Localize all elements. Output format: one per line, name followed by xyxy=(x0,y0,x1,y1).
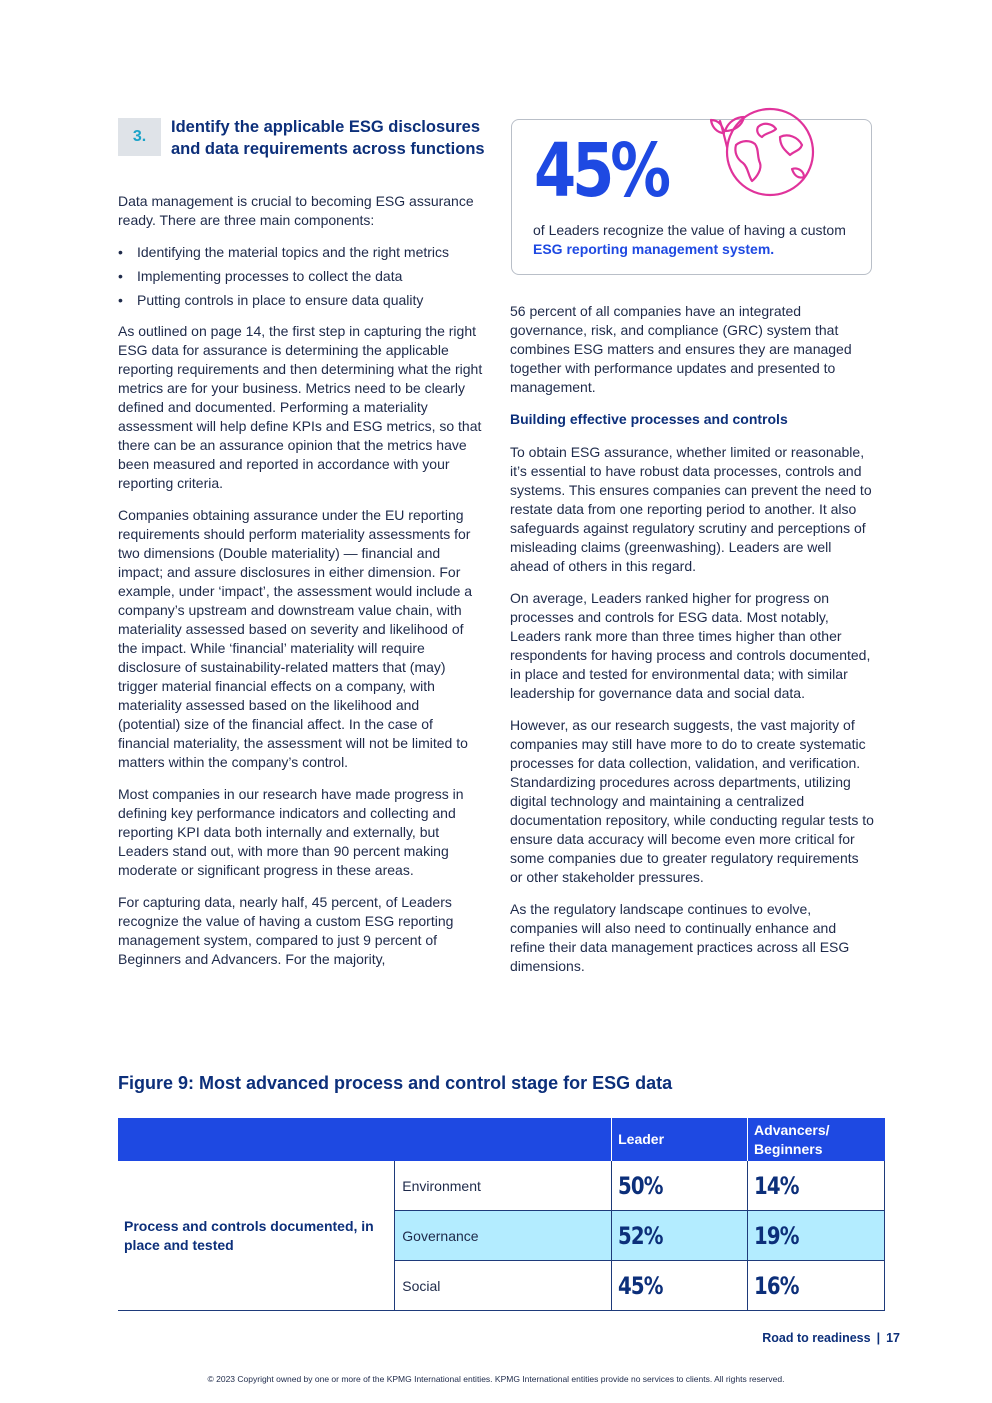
bullet-icon: • xyxy=(118,268,123,284)
leader-value: 52% xyxy=(612,1211,748,1261)
advancers-value: 19% xyxy=(748,1211,885,1261)
body-paragraph: Companies obtaining assurance under the EU reporting requirements should perform materiality assessments for two dimensions (Double materiality) — financial and impact; and assure disclosures in either dimension. For example, under ‘impact’, the assessment would include a company’s upstream and downstream value chain, with materiality assessed based on severity and likelihood of the impact. While ‘financial’ materiality will require disclosure of sustainability-related matters that (may) trigger material financial effects on a company, with materiality assessed based on the likelihood and (potential) size of the financial affect. In the case of financial materiality, the assessment will not be limited to matters within the company’s control. xyxy=(118,507,473,770)
bullet-icon: • xyxy=(118,292,123,308)
subheading: Building effective processes and controls xyxy=(510,411,788,427)
leader-value: 45% xyxy=(612,1261,748,1311)
body-paragraph: For capturing data, nearly half, 45 percent, of Leaders recognize the value of having a custom ESG reporting management system, compared to just 9 percent of Beginners and Advancers. For the majority, xyxy=(118,894,454,967)
components-list xyxy=(118,243,484,310)
list-item: • Putting controls in place to ensure data quality xyxy=(118,292,424,308)
section-number: 3. xyxy=(118,118,161,156)
list-item: • Implementing processes to collect the data xyxy=(118,268,403,284)
stat-callout xyxy=(511,119,872,275)
bullet-icon: • xyxy=(118,244,123,260)
right-column xyxy=(510,302,874,989)
figure-title: Figure 9: Most advanced process and control stage for ESG data xyxy=(118,1073,673,1093)
row-header: Process and controls documented, in place and tested xyxy=(118,1161,395,1311)
category-cell: Social xyxy=(395,1261,612,1311)
table-header-empty xyxy=(118,1118,612,1161)
body-paragraph: Most companies in our research have made progress in defining key performance indicators and collecting and reporting KPI data both internally and externally, but Leaders stand out, with more than 90 percent making moderate or significant progress in these areas. xyxy=(118,786,464,878)
stat-description: of Leaders recognize the value of having a custom ESG reporting management system. xyxy=(533,222,846,257)
body-paragraph: However, as our research suggests, the vast majority of companies may still have more to do to create systematic processes for data collection, validation, and verification. Standardizing procedures across departments, utilizing digital technology and maintaining a centralized documentation repository, while conducting regular tests to ensure data accuracy will become even more critical for some companies due to greater regulatory requirements or other stakeholder pressures. xyxy=(510,717,874,885)
globe-plant-icon xyxy=(710,107,830,202)
column-header-leader: Leader xyxy=(612,1118,748,1161)
table-row xyxy=(118,1161,885,1211)
column-header-advancers: Advancers/ Beginners xyxy=(748,1118,885,1161)
footer-label: Road to readiness | 17 xyxy=(762,1331,900,1345)
category-cell: Environment xyxy=(395,1161,612,1211)
body-paragraph: As the regulatory landscape continues to evolve, companies will also need to continually enhance and refine their data management practices across all ESG dimensions. xyxy=(510,901,850,974)
figure-table xyxy=(118,1118,885,1311)
category-cell: Governance xyxy=(395,1211,612,1261)
body-paragraph: To obtain ESG assurance, whether limited or reasonable, it’s essential to have robust data processes, controls and systems. This ensures companies can prevent the need to restate data from one reporting period to another. It also safeguards against regulatory scrutiny and perceptions of misleading claims (greenwashing). Leaders are well ahead of others in this regard. xyxy=(510,444,872,574)
section-title: Identify the applicable ESG disclosures and data requirements across functions xyxy=(171,118,485,158)
stat-highlight: ESG reporting management system. xyxy=(533,241,775,257)
intro-paragraph: Data management is crucial to becoming ESG assurance ready. There are three main components: xyxy=(118,193,474,228)
leader-value: 50% xyxy=(612,1161,748,1211)
body-paragraph: As outlined on page 14, the first step in capturing the right ESG data for assurance is determining the applicable reporting requirements and then determining what the right metrics are for your business. Metrics need to be clearly defined and documented. Performing a materiality assessment will help define KPIs and ESG metrics, so that there can be an assurance opinion that the metrics have been measured and reported in accordance with your reporting criteria. xyxy=(118,323,483,491)
table-header-row xyxy=(118,1118,885,1161)
page-number: 17 xyxy=(886,1331,900,1345)
advancers-value: 14% xyxy=(748,1161,885,1211)
body-paragraph: On average, Leaders ranked higher for progress on processes and controls for ESG data. Most notably, Leaders rank more than three times higher than other respondents for having process and controls documented, in place and tested for environmental data; with similar leadership for governance data and social data. xyxy=(510,590,871,701)
left-column xyxy=(118,192,484,982)
advancers-value: 16% xyxy=(748,1261,885,1311)
stat-number: 45% xyxy=(534,128,667,214)
body-paragraph: 56 percent of all companies have an integrated governance, risk, and compliance (GRC) system that combines ESG matters and ensures they are managed together with performance updates and presented to management. xyxy=(510,303,852,395)
list-item: • Identifying the material topics and the right metrics xyxy=(118,244,450,260)
footer-separator: | xyxy=(876,1331,881,1345)
copyright-notice: © 2023 Copyright owned by one or more of the KPMG International entities. KPMG International entities provide no services to clients. All rights reserved. xyxy=(207,1374,785,1384)
